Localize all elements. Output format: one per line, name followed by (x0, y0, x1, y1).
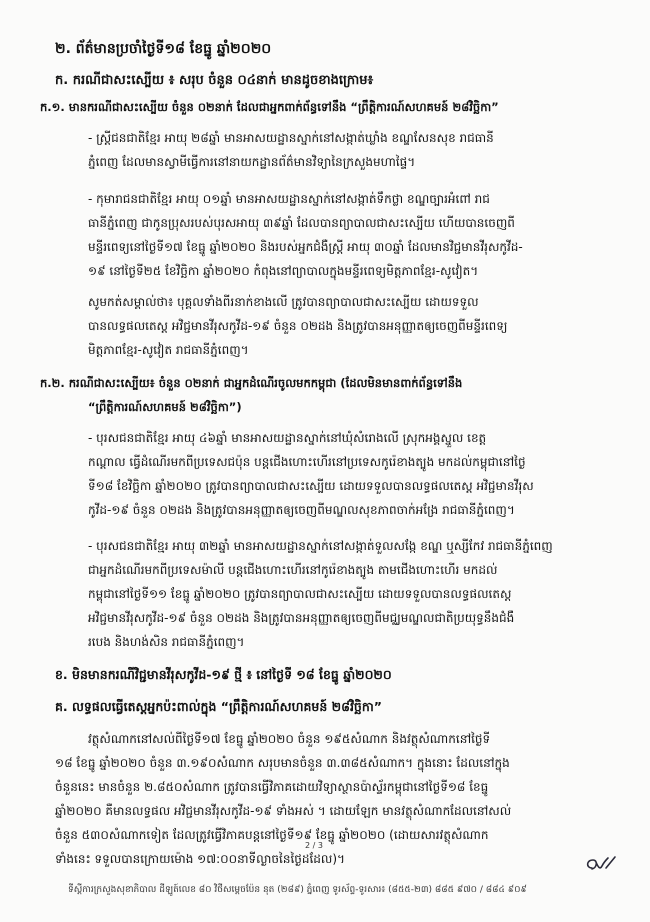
section-k2-heading: “ព្រឹត្តិការណ៍សហគមន៍ ២៨វិច្ឆិកា”) (88, 400, 242, 414)
k1-item1-line: ភ្នំពេញ ដែលមានស្វាមីធ្វើការនៅនាយកដ្ឋានព័ត៌មានវិទ្យានៃក្រសួងមហាផ្ទៃ។ (88, 155, 416, 169)
k2-item1-line: ទី១៨ ខែវិច្ឆិកា ឆ្នាំ២០២០ ត្រូវបានព្យាបាលជាសះស្បើយ ដោយទទួលបានលទ្ធផលតេស្ត អវិជ្ជមានវីរុស (88, 479, 534, 493)
g-paragraph-line: ១៨ ខែធ្នូ ឆ្នាំ២០២០ ចំនួន ៣.១៩០សំណាក សរុបមានចំនួន ៣.៣៨៥សំណាក។ ក្នុងនោះ ដែលនៅក្នុង (55, 756, 510, 770)
k1-item1-line: - ស្ត្រីជនជាតិខ្មែរ អាយុ ២៨ឆ្នាំ មានអាសយដ្ឋានស្នាក់នៅសង្កាត់ឃ្លាំង ខណ្ឌសែនសុខ រាជធានី (88, 131, 494, 145)
k1-item2-line: ធានីភ្នំពេញ ជាកូនប្រុសរបស់បុរសអាយុ ៣៩ឆ្នាំ ដែលបានព្យាបាលជាសះស្បើយ ហើយបានចេញពី (88, 216, 515, 230)
section-kh-heading: ខ. មិនមានករណីវិជ្ជមានវីរុសកូវីដ-១៩ ថ្មី ៖ នៅថ្ងៃទី ១៨ ខែធ្នូ ឆ្នាំ២០២០ (55, 667, 392, 682)
page-number: 2 / 3 (305, 841, 323, 850)
k1-item2-line: មន្ទីរពេទ្យនៅថ្ងៃទី១៧ ខែធ្នូ ឆ្នាំ២០២០ និងរបស់អ្នកជំងឺស្ត្រី អាយុ ៣០ឆ្នាំ ដែលមានវិជ្ជមានវីរុសកូវីដ- (88, 240, 523, 254)
g-paragraph-line: ទាំងនេះ ទទួលបានក្រោយម៉ោង ១៧:០០នាទីល្ងាចនៃថ្ងៃដដែល)។ (55, 852, 345, 866)
k2-item2-line: របេង និងហង់សិន រាជធានីភ្នំពេញ។ (88, 635, 245, 649)
section-k-heading: ក. ករណីជាសះស្បើយ ៖ សរុប ចំនួន ០៤នាក់ មានដូចខាងក្រោម៖ (55, 73, 374, 88)
k2-item1-line: - បុរសជនជាតិខ្មែរ អាយុ ៤៦ឆ្នាំ មានអាសយដ្ឋានស្នាក់នៅឃុំសំរោងលើ ស្រុកអង្គស្នួល ខេត្ត (88, 431, 487, 445)
k2-item1-line: កណ្ដាល ធ្វើដំណើរមកពីប្រទេសជប៉ុន បន្តជើងហោះហើរនៅប្រទេសកូរ៉េខាងត្បូង មកដល់កម្ពុជានៅថ្ងៃ (88, 455, 526, 469)
k1-item2-line: - កុមារាជនជាតិខ្មែរ អាយុ ០១ឆ្នាំ មានអាសយដ្ឋានស្នាក់នៅសង្កាត់ទឹកថ្លា ខណ្ឌច្បារអំពៅ រាជ (88, 192, 490, 206)
k2-item1-line: កូវីដ-១៩ ចំនួន ០២ដង និងត្រូវបានអនុញ្ញាតឲ្យចេញពីមណ្ឌលសុខភាពចាក់អង្រែ រាជធានីភ្នំពេញ។ (88, 503, 515, 517)
k2-item2-line: កម្ពុជានៅថ្ងៃទី១១ ខែធ្នូ ឆ្នាំ២០២០ ត្រូវបានព្យាបាលជាសះស្បើយ ដោយទទួលបានលទ្ធផលតេស្ត (88, 587, 512, 601)
section-g-heading: គ. លទ្ធផលធ្វើតេស្តអ្នកប៉ះពាល់ក្នុង “ព្រឹត្តិការណ៍សហគមន៍ ២៨វិច្ឆិកា” (55, 699, 382, 714)
g-paragraph-line: វត្ថុសំណាកនៅសល់ពីថ្ងៃទី១៧ ខែធ្នូ ឆ្នាំ២០២០ ចំនួន ១៩៥សំណាក និងវត្ថុសំណាកនៅថ្ងៃទី (88, 732, 491, 746)
g-paragraph-line: ចំនួននេះ មានចំនួន ២.៨៥០សំណាក ត្រូវបានធ្វើវិភាគដោយវិទ្យាស្ថានប៉ាស្ទ័រកម្ពុជានៅថ្ងៃទី១៨ ខែធ្នូ (55, 780, 489, 794)
section-k1-heading: ក.១. មានករណីជាសះស្បើយ ចំនួន ០២នាក់ ដែលជាអ្នកពាក់ព័ន្ធទៅនឹង “ព្រឹត្តិការណ៍សហគមន៍ ២៨វិច្ឆិកា” (40, 100, 499, 114)
k2-item2-line: អវិជ្ជមានវីរុសកូវីដ-១៩ ចំនួន ០២ដង និងត្រូវបានអនុញ្ញាតឲ្យចេញពីមជ្ឈមណ្ឌលជាតិប្រយុទ្ធនឹងជំងឺ (88, 611, 515, 625)
section-k2-heading: ក.២. ករណីជាសះស្បើយ៖ ចំនួន ០២នាក់ ជាអ្នកដំណើរចូលមកកម្ពុជា (ដែលមិនមានពាក់ព័ន្ធទៅនឹង (40, 376, 463, 390)
k1-item2-line: ១៩ នៅថ្ងៃទី២៥ ខែវិច្ឆិកា ឆ្នាំ២០២០ កំពុងនៅព្យាបាលក្នុងមន្ទីរពេទ្យមិត្តភាពខ្មែរ-សូវៀត។ (88, 264, 479, 278)
document-title: ២. ព័ត៌មានប្រចាំថ្ងៃទី១៨ ខែធ្នូ ឆ្នាំ២០២០ (55, 41, 272, 57)
document-footer: ទីស្តីការក្រសួងសុខាភិបាល ដីឡូត៍លេខ ៨០ វិថីសម្តេចប៉ែន នុត (២៨៩) ភ្នំពេញ ទូរស័ព្ទ-ទូរសារ៖ (៨៥៥-២៣) ៨៨៥ ៩៧០ / ៨៨៤ ៩០៩ (68, 885, 527, 895)
g-paragraph-line: ចំនួន ៥៣០សំណាកទៀត ដែលត្រូវធ្វើវិភាគបន្តនៅថ្ងៃទី១៩ ខែធ្នូ ឆ្នាំ២០២០ (ដោយសារវត្ថុសំណាក (55, 828, 489, 842)
k1-note-line: បានលទ្ធផលតេស្ត អវិជ្ជមានវីរុសកូវីដ-១៩ ចំនួន ០២ដង និងត្រូវបានអនុញ្ញាតឲ្យចេញពីមន្ទីរពេទ្យ (88, 319, 508, 333)
k2-item2-line: ជាអ្នកដំណើរមកពីប្រទេសម៉ាលី បន្តជើងហោះហើរនៅកូរ៉េខាងត្បូង តាមជើងហោះហើរ មកដល់ (88, 563, 498, 577)
k1-note-line: សូមកត់សម្គាល់ថា៖ បុគ្គលទាំងពីរនាក់ខាងលើ ត្រូវបានព្យាបាលជាសះស្បើយ ដោយទទួល (88, 295, 479, 309)
g-paragraph-line: ឆ្នាំ២០២០ គឺមានលទ្ធផល អវិជ្ជមានវីរុសកូវីដ-១៩ ទាំងអស់ ។ ដោយឡែក មានវត្ថុសំណាកដែលនៅសល់ (55, 804, 512, 818)
signature-initials-icon (582, 854, 618, 876)
k2-item2-line: - បុរសជនជាតិខ្មែរ អាយុ ៣២ឆ្នាំ មានអាសយដ្ឋានស្នាក់នៅសង្កាត់ទួលសង្កែ ខណ្ឌ ឬស្សីកែវ រាជធានីភ្នំពេញ (88, 539, 553, 553)
k1-note-line: មិត្តភាពខ្មែរ-សូវៀត រាជធានីភ្នំពេញ។ (88, 343, 249, 357)
